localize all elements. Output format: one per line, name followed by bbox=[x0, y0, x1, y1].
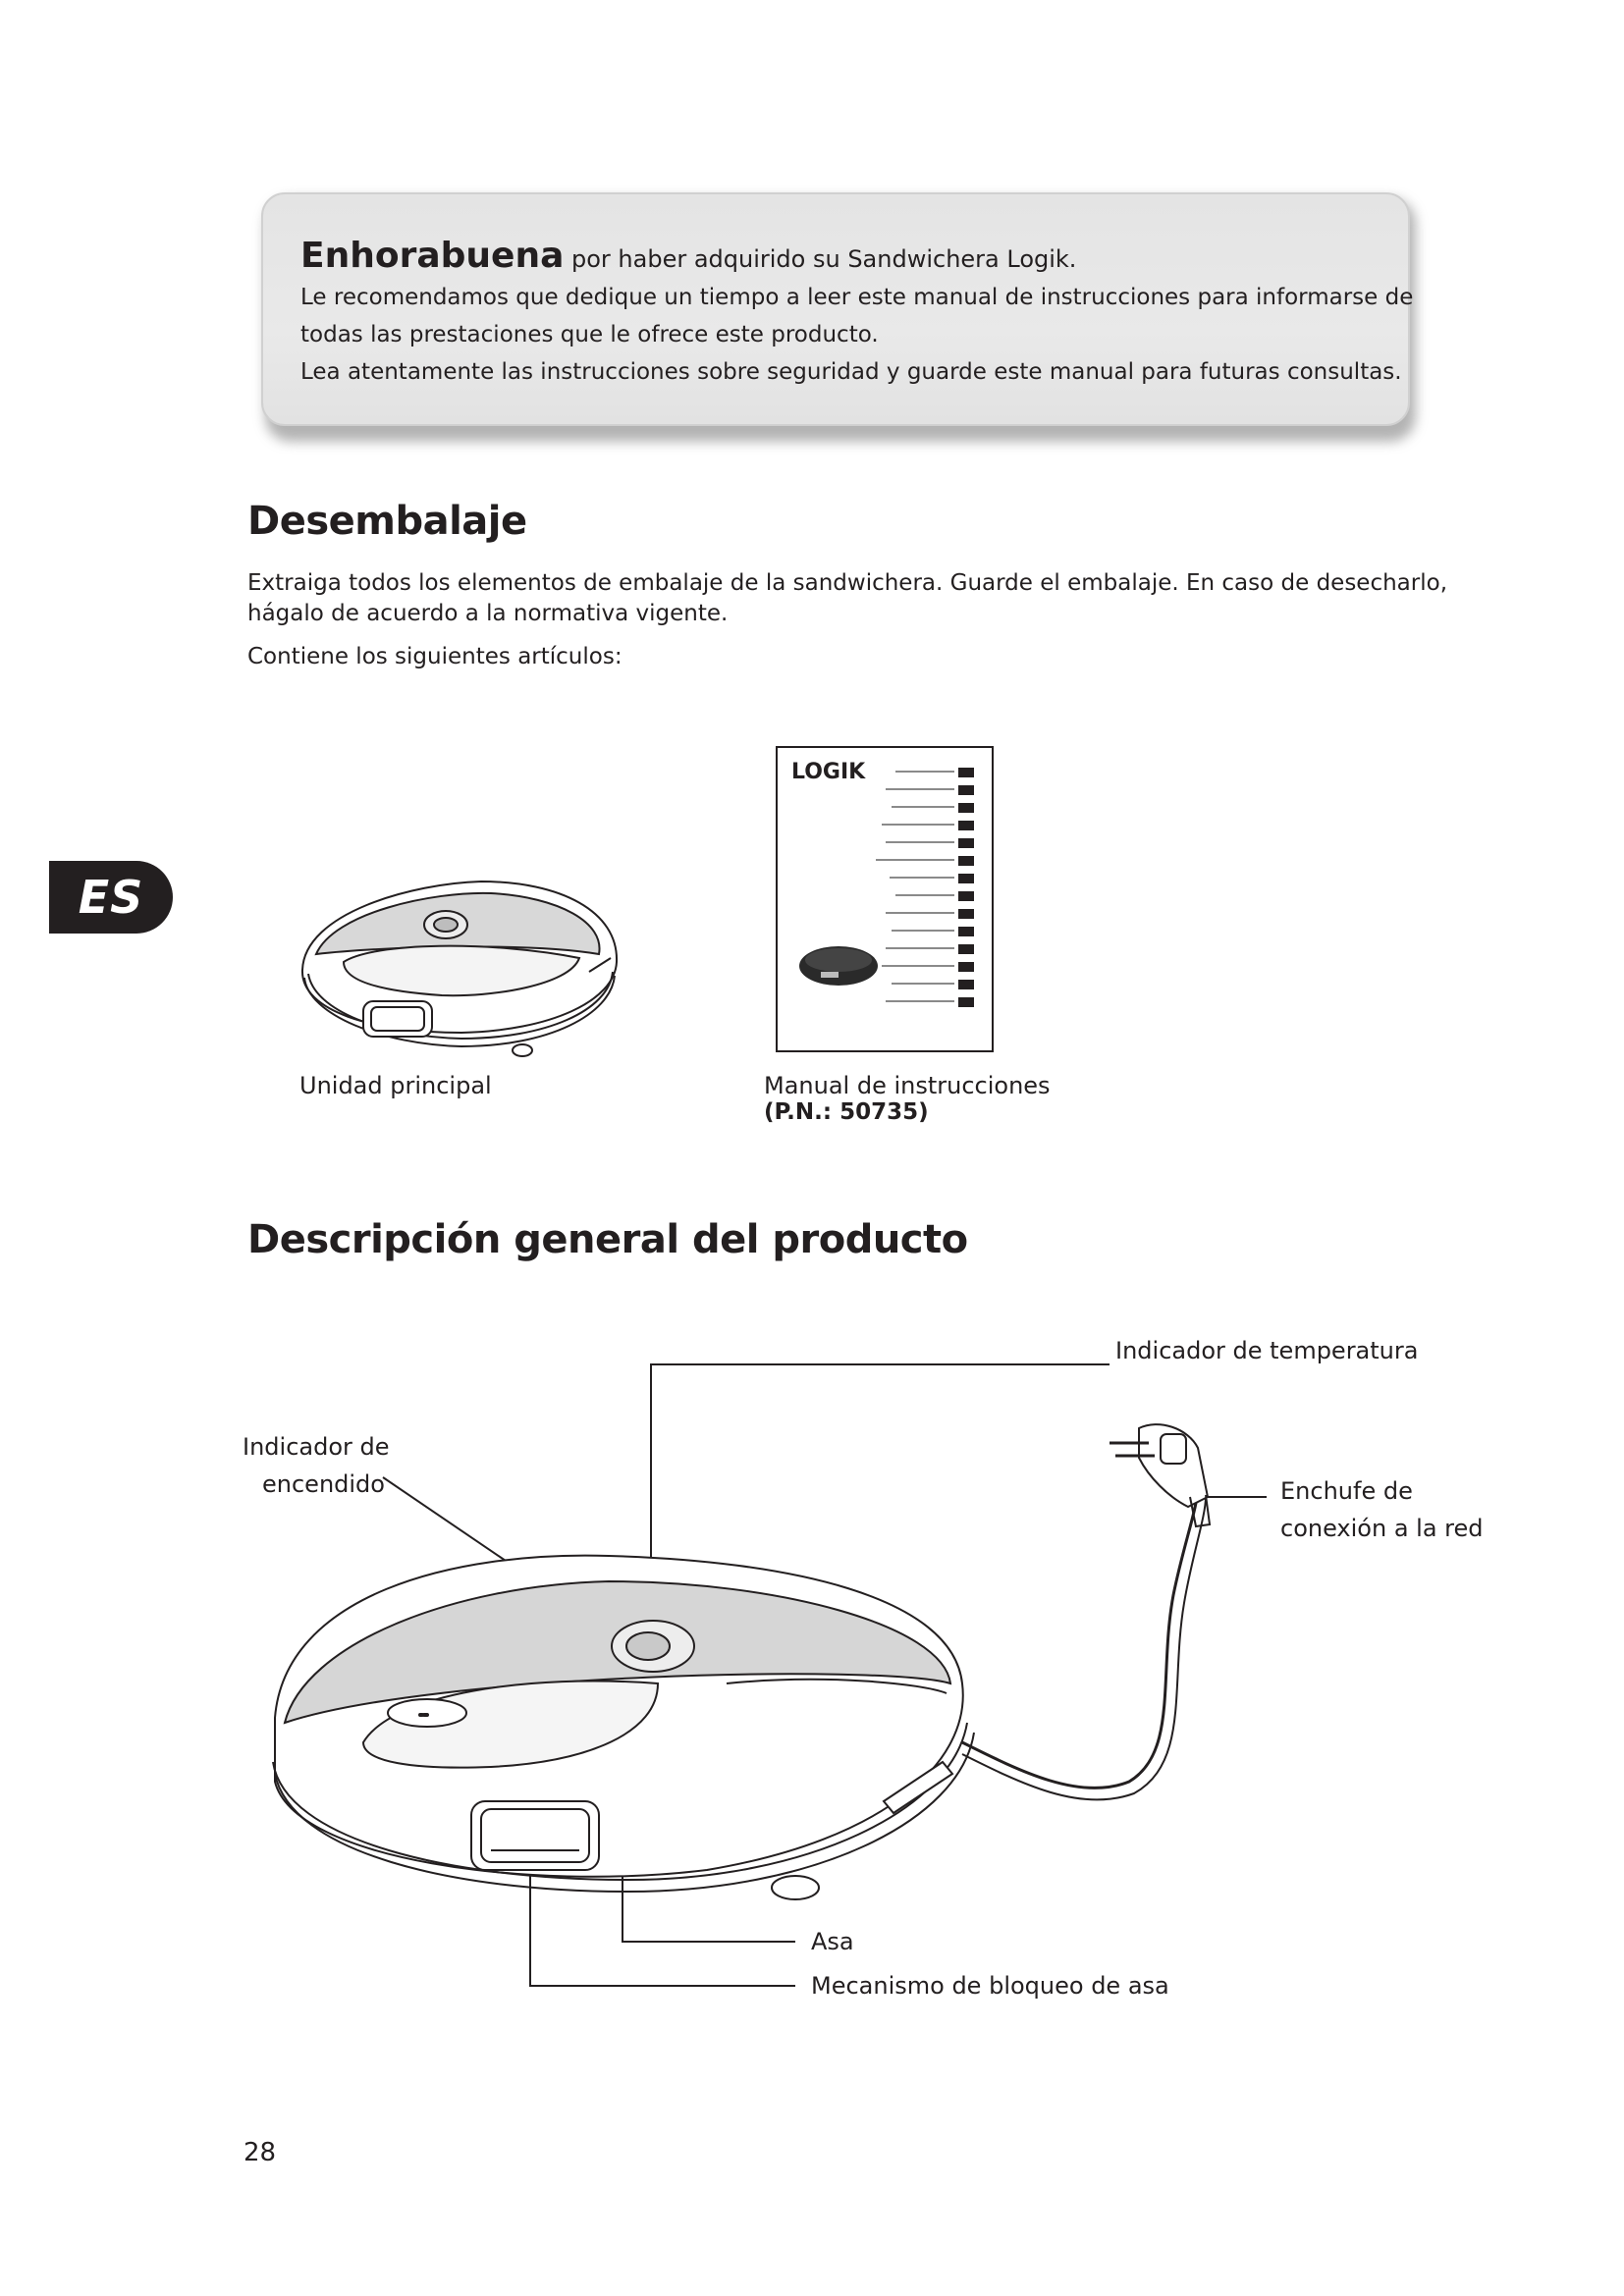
page-number: 28 bbox=[244, 2138, 277, 2167]
manual-product-photo bbox=[795, 936, 884, 995]
intro-heading-rest: por haber adquirido su Sandwichera Logik. bbox=[564, 245, 1077, 273]
language-tab: ES bbox=[49, 861, 173, 934]
main-unit-caption: Unidad principal bbox=[299, 1072, 492, 1099]
manual-brand: LOGIK bbox=[791, 760, 866, 784]
intro-line-4: Lea atentamente las instrucciones sobre seguridad y guarde este manual para futuras consultas. bbox=[300, 359, 1402, 385]
product-overview-diagram bbox=[334, 1350, 1492, 2037]
manual-part-number: (P.N.: 50735) bbox=[764, 1099, 929, 1125]
intro-first-line bbox=[300, 238, 1373, 279]
unpacking-title: Desembalaje bbox=[247, 499, 527, 544]
main-unit-illustration bbox=[295, 864, 628, 1060]
manual-caption: Manual de instrucciones bbox=[764, 1072, 1051, 1099]
label-temp-indicator: Indicador de temperatura bbox=[1115, 1337, 1419, 1364]
label-handle-lock: Mecanismo de bloqueo de asa bbox=[811, 1972, 1169, 2000]
label-power-indicator-1: Indicador de bbox=[243, 1433, 390, 1461]
label-handle: Asa bbox=[811, 1928, 854, 1955]
overview-title: Descripción general del producto bbox=[247, 1217, 968, 1262]
label-plug-1: Enchufe de bbox=[1280, 1477, 1413, 1505]
intro-line-2: Le recomendamos que dedique un tiempo a leer este manual de instrucciones para informarse de bbox=[300, 285, 1414, 310]
unpacking-text-line-1: Extraiga todos los elementos de embalaje de la sandwichera. Guarde el embalaje. En caso de desecharlo, bbox=[247, 570, 1447, 596]
contains-text: Contiene los siguientes artículos: bbox=[247, 644, 623, 669]
intro-box bbox=[261, 192, 1414, 426]
intro-heading: Enhorabuena bbox=[300, 236, 565, 276]
intro-line-3: todas las prestaciones que le ofrece este producto. bbox=[300, 322, 879, 347]
label-plug-2: conexión a la red bbox=[1280, 1515, 1484, 1542]
label-power-indicator-2: encendido bbox=[262, 1470, 385, 1498]
manual-illustration bbox=[776, 746, 994, 1052]
handle-lock-leader bbox=[530, 1868, 795, 1986]
unpacking-text-line-2: hágalo de acuerdo a la normativa vigente. bbox=[247, 601, 729, 626]
handle-leader bbox=[623, 1870, 795, 1942]
